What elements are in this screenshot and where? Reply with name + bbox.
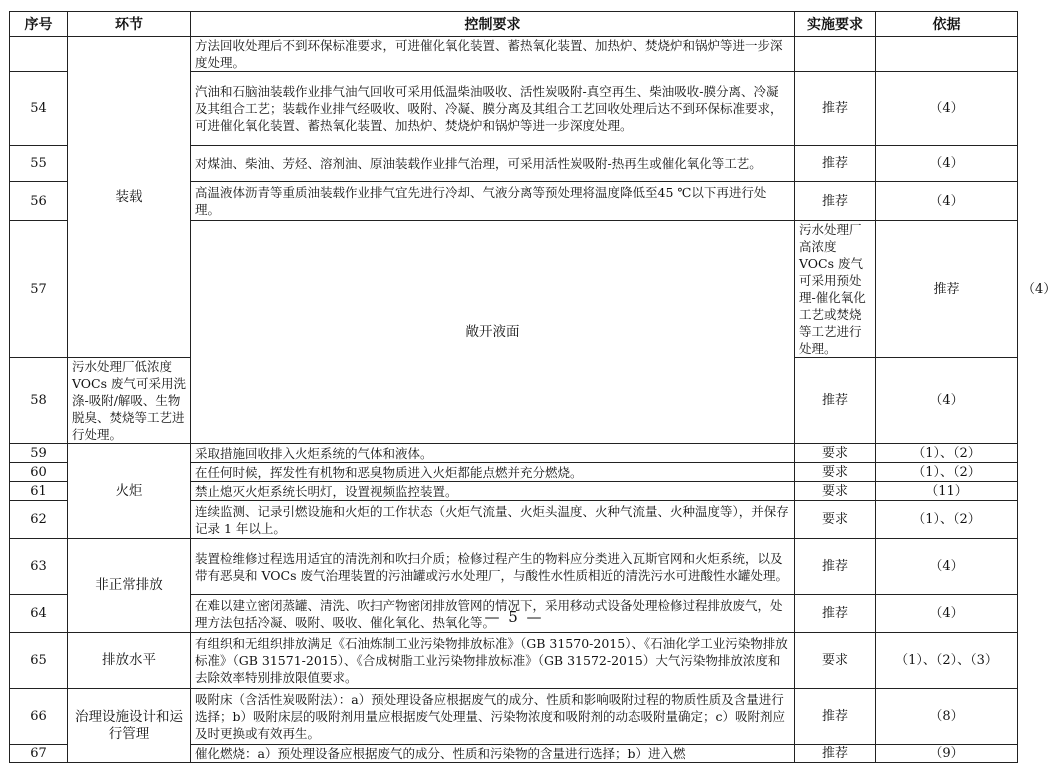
row-basis: （1）、（2）、（3） bbox=[876, 633, 1018, 689]
row-requirement: 对煤油、柴油、芳烃、溶剂油、原油装载作业排气治理，可采用活性炭吸附-热再生或催化氧化等工艺。 bbox=[191, 146, 795, 182]
row-requirement: 吸附床（含活性炭吸附法）：a）预处理设备应根据废气的成分、性质和影响吸附过程的物质性质及含量进行选择；b）吸附床层的吸附剂用量应根据废气处理量、污染物浓度和吸附剂的动态吸附量确定；c）吸附剂应及时更换或有效再生。 bbox=[191, 689, 795, 745]
row-basis bbox=[876, 37, 1018, 72]
row-implementation: 推荐 bbox=[795, 358, 876, 444]
row-no: 63 bbox=[10, 539, 68, 595]
row-implementation bbox=[795, 37, 876, 72]
table-row: 57 敞开液面 污水处理厂高浓度 VOCs 废气可采用预处理-催化氧化工艺或焚烧等工艺进行处理。 推荐 （4） bbox=[10, 221, 1018, 358]
row-basis: （4） bbox=[876, 539, 1018, 595]
stage-open-liquid: 敞开液面 bbox=[191, 221, 795, 444]
row-no: 57 bbox=[10, 221, 68, 358]
row-basis: （8） bbox=[876, 689, 1018, 745]
row-requirement: 禁止熄灭火炬系统长明灯，设置视频监控装置。 bbox=[191, 482, 795, 501]
row-no bbox=[10, 37, 68, 72]
row-requirement: 污水处理厂低浓度 VOCs 废气可采用洗涤-吸附/解吸、生物脱臭、焚烧等工艺进行处理。 bbox=[68, 358, 191, 444]
row-implementation: 推荐 bbox=[795, 595, 876, 633]
row-no: 55 bbox=[10, 146, 68, 182]
row-no: 59 bbox=[10, 444, 68, 463]
row-no: 56 bbox=[10, 182, 68, 221]
stage-flare: 火炬 bbox=[68, 444, 191, 539]
header-no: 序号 bbox=[10, 12, 68, 37]
row-requirement: 在任何时候，挥发性有机物和恶臭物质进入火炬都能点燃并充分燃烧。 bbox=[191, 463, 795, 482]
stage-abnormal: 非正常排放 bbox=[68, 539, 191, 633]
row-no: 58 bbox=[10, 358, 68, 444]
row-basis: （4） bbox=[876, 595, 1018, 633]
row-basis: （4） bbox=[876, 146, 1018, 182]
row-implementation: 推荐 bbox=[795, 539, 876, 595]
row-no: 60 bbox=[10, 463, 68, 482]
row-implementation: 推荐 bbox=[795, 182, 876, 221]
page-number: — 5 — bbox=[484, 608, 544, 626]
row-no: 65 bbox=[10, 633, 68, 689]
table-row bbox=[10, 633, 1018, 689]
row-no: 67 bbox=[10, 745, 68, 763]
table-header-row bbox=[10, 12, 1018, 37]
row-requirement: 装置检维修过程选用适宜的清洗剂和吹扫介质；检修过程产生的物料应分类进入瓦斯官网和火炬系统，以及带有恶臭和 VOCs 废气治理装置的污油罐或污水处理厂，与酸性水性质相近的清洗污水可进酸性水罐处理。 bbox=[191, 539, 795, 595]
row-no: 54 bbox=[10, 72, 68, 146]
row-no: 66 bbox=[10, 689, 68, 745]
row-basis: （4） bbox=[876, 358, 1018, 444]
row-implementation: 推荐 bbox=[795, 146, 876, 182]
table-row bbox=[10, 689, 1018, 745]
row-basis: （4） bbox=[876, 182, 1018, 221]
header-basis: 依据 bbox=[876, 12, 1018, 37]
row-requirement: 污水处理厂高浓度 VOCs 废气可采用预处理-催化氧化工艺或焚烧等工艺进行处理。 bbox=[795, 221, 876, 358]
control-requirements-table bbox=[9, 11, 1056, 763]
stage-loading: 装载 bbox=[68, 37, 191, 358]
table-row bbox=[10, 539, 1018, 595]
row-no: 62 bbox=[10, 501, 68, 539]
table-row bbox=[10, 444, 1018, 463]
row-implementation: 要求 bbox=[795, 463, 876, 482]
stage-facility-design: 治理设施设计和运行管理 bbox=[68, 689, 191, 763]
row-implementation: 要求 bbox=[795, 633, 876, 689]
row-requirement: 汽油和石脑油装载作业排气油气回收可采用低温柴油吸收、活性炭吸附-真空再生、柴油吸收-膜分离、冷凝及其组合工艺；装载作业排气经吸收、吸附、冷凝、膜分离及其组合工艺回收处理后达不到环保标准要求，可进催化氧化装置、蓄热氧化装置、加热炉、焚烧炉和锅炉等进一步深度处理。 bbox=[191, 72, 795, 146]
stage-emission-level: 排放水平 bbox=[68, 633, 191, 689]
row-requirement: 采取措施回收排入火炬系统的气体和液体。 bbox=[191, 444, 795, 463]
row-requirement: 高温液体沥青等重质油装载作业排气宜先进行冷却、气液分离等预处理将温度降低至45 ℃以下再进行处理。 bbox=[191, 182, 795, 221]
row-implementation: 要求 bbox=[795, 482, 876, 501]
row-no: 64 bbox=[10, 595, 68, 633]
row-implementation: 推荐 bbox=[795, 72, 876, 146]
row-implementation: 推荐 bbox=[795, 689, 876, 745]
table-row bbox=[10, 37, 1018, 72]
row-requirement: 方法回收处理后不到环保标准要求，可进催化氧化装置、蓄热氧化装置、加热炉、焚烧炉和锅炉等进一步深度处理。 bbox=[191, 37, 795, 72]
row-no: 61 bbox=[10, 482, 68, 501]
row-basis: （9） bbox=[876, 745, 1018, 763]
row-basis: （11） bbox=[876, 482, 1018, 501]
row-requirement: 在难以建立密闭蒸罐、清洗、吹扫产物密闭排放管网的情况下，采用移动式设备处理检修过程排放废气，处理方法包括冷凝、吸附、吸收、催化氧化、热氧化等。 bbox=[191, 595, 795, 633]
header-requirement: 控制要求 bbox=[191, 12, 795, 37]
row-implementation: 推荐 bbox=[795, 745, 876, 763]
header-implementation: 实施要求 bbox=[795, 12, 876, 37]
row-implementation: 要求 bbox=[795, 444, 876, 463]
row-basis: （1）、（2） bbox=[876, 463, 1018, 482]
row-basis: （1）、（2） bbox=[876, 444, 1018, 463]
header-stage: 环节 bbox=[68, 12, 191, 37]
row-basis: （1）、（2） bbox=[876, 501, 1018, 539]
row-requirement: 连续监测、记录引燃设施和火炬的工作状态（火炬气流量、火炬头温度、火种气流量、火种温度等），并保存记录 1 年以上。 bbox=[191, 501, 795, 539]
row-basis: （4） bbox=[876, 72, 1018, 146]
row-implementation: 要求 bbox=[795, 501, 876, 539]
row-requirement: 催化燃烧：a）预处理设备应根据废气的成分、性质和污染物的含量进行选择；b）进入燃 bbox=[191, 745, 795, 763]
row-requirement: 有组织和无组织排放满足《石油炼制工业污染物排放标准》（GB 31570-2015）、《石油化学工业污染物排放标准》（GB 31571-2015）、《合成树脂工业污染物排放标准》（GB 31572-2015）大气污染物排放浓度和去除效率特别排放限值要求。 bbox=[191, 633, 795, 689]
row-implementation: 推荐 bbox=[876, 221, 1018, 358]
